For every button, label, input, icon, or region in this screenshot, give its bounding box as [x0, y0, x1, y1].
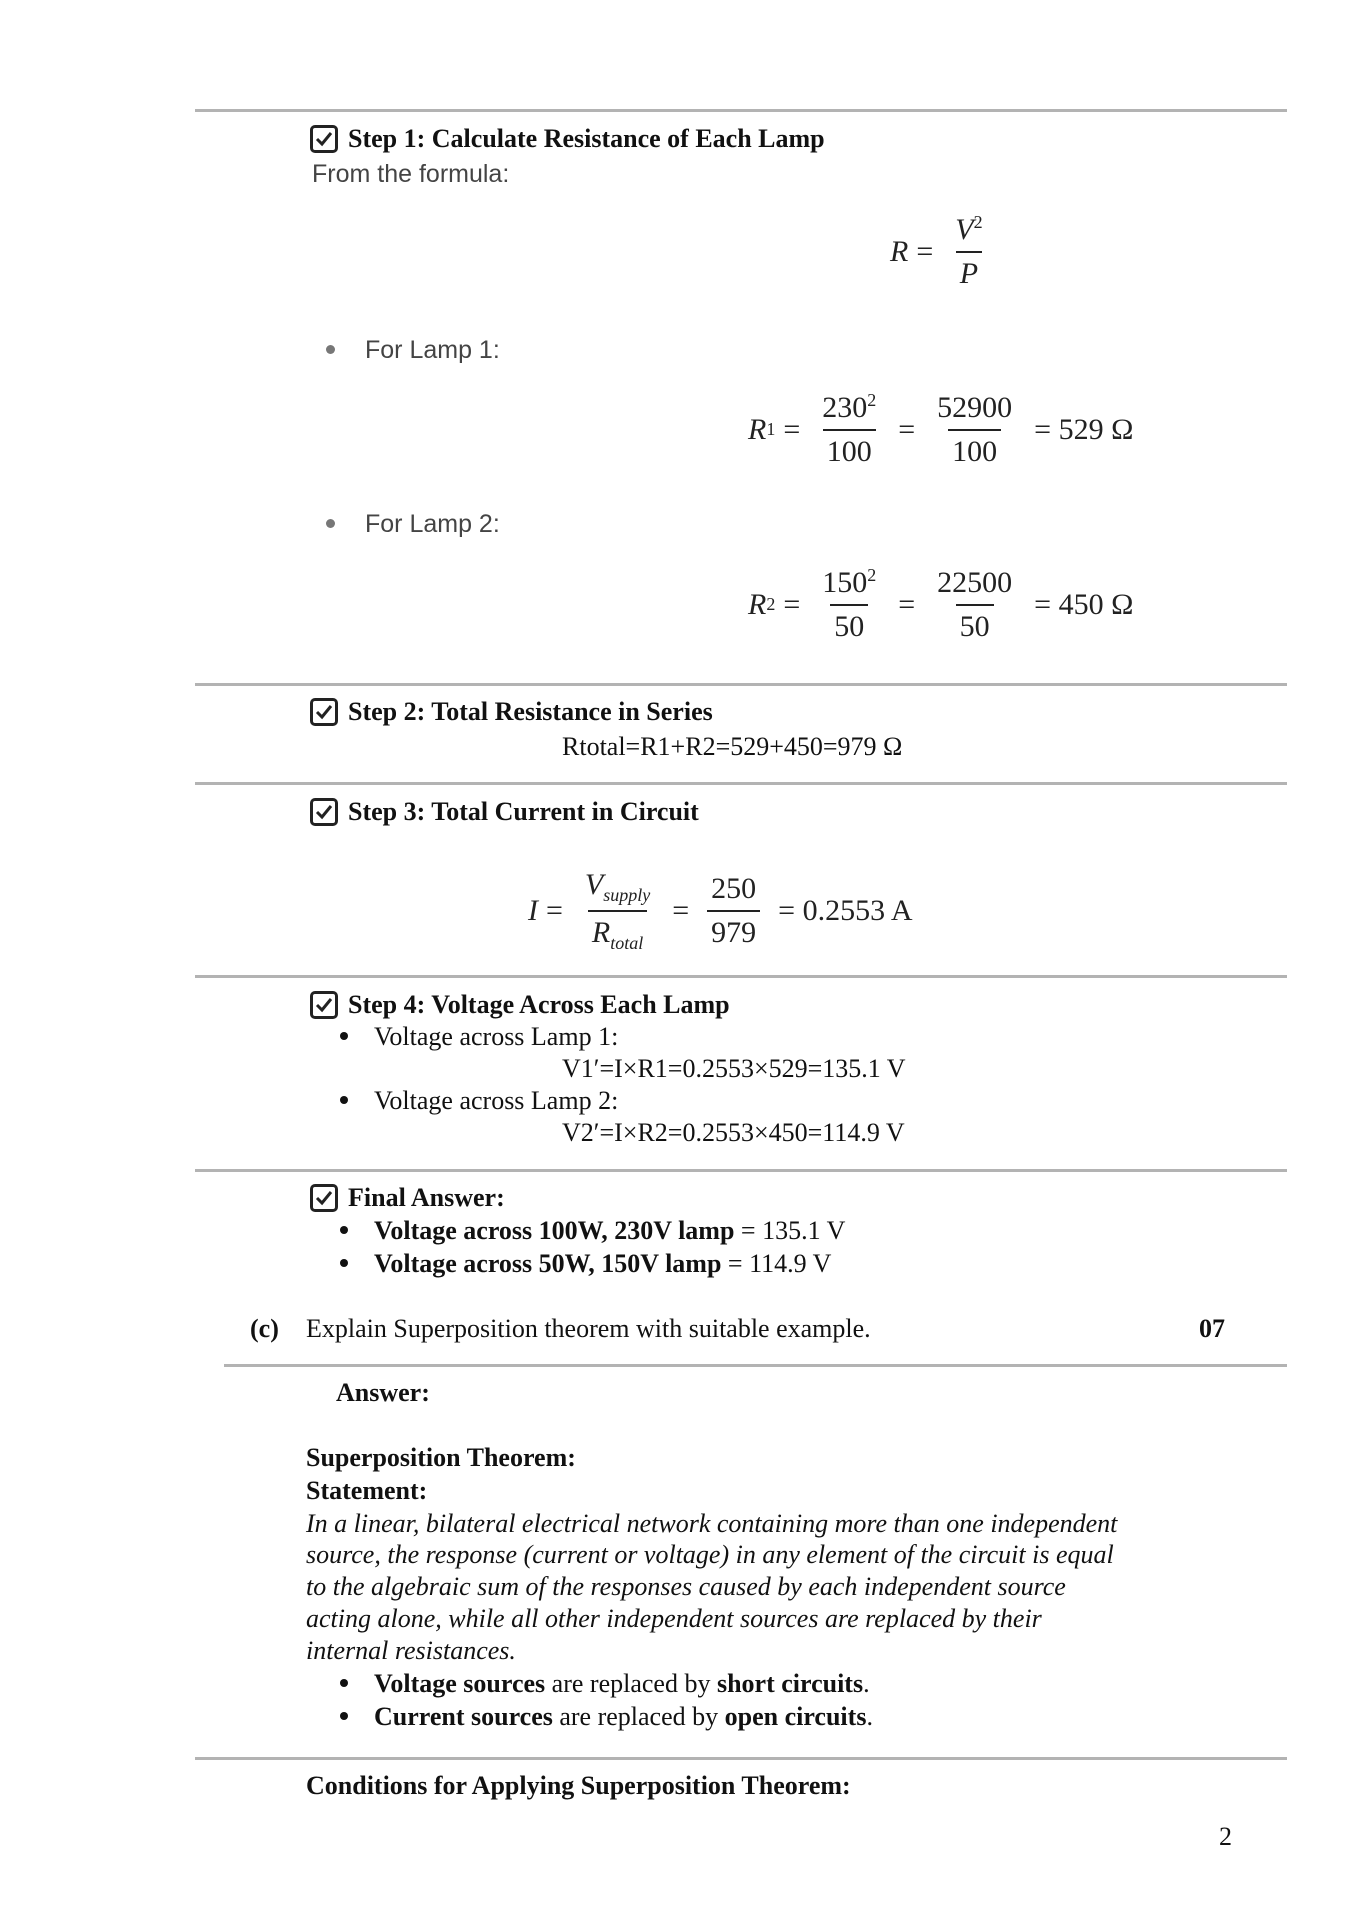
bullet-icon [340, 1226, 348, 1234]
divider [195, 1757, 1287, 1760]
formula-current: I = $\frac{V_{supply}}{R_{total}}$ = $\frac{250}{979}$ = 0.2553 A [528, 868, 913, 953]
bullet-icon [340, 1259, 348, 1267]
list-item: Current sources are replaced by open circuits. [340, 1702, 873, 1732]
conditions-heading: Conditions for Applying Superposition Theorem: [306, 1771, 851, 1800]
checkbox-icon [310, 698, 338, 726]
checkbox-icon [310, 125, 338, 153]
bullet-icon [326, 519, 335, 528]
divider [195, 975, 1287, 978]
list-item: Voltage across 100W, 230V lamp = 135.1 V [340, 1216, 845, 1246]
checkbox-icon [310, 798, 338, 826]
divider [195, 683, 1287, 686]
list-item: Voltage across 50W, 150V lamp = 114.9 V [340, 1249, 831, 1279]
question-text: Explain Superposition theorem with suitable example. [306, 1314, 871, 1343]
list-item: Voltage across Lamp 2: [340, 1086, 618, 1116]
step3-heading: Step 3: Total Current in Circuit [310, 797, 699, 827]
bullet-icon [340, 1096, 348, 1104]
step2-equation: Rtotal=R1+R2=529+450=979 Ω [562, 732, 903, 761]
bullet-icon [340, 1712, 348, 1720]
v2-equation: V2′=I×R2=0.2553×450=114.9 V [562, 1118, 905, 1147]
list-item: Voltage across Lamp 1: [340, 1022, 618, 1052]
formula-resistance: R = $\frac{V^2}{P}$ [890, 212, 983, 290]
lamp2-bullet: For Lamp 2: [326, 510, 500, 539]
question-label: (c) [250, 1314, 279, 1343]
checkbox-icon [310, 1184, 338, 1212]
page-number: 2 [1219, 1822, 1232, 1851]
statement-line: source, the response (current or voltage) in any element of the circuit is equal [306, 1540, 1114, 1569]
step2-heading: Step 2: Total Resistance in Series [310, 697, 713, 727]
formula-r1: R 1 = $\frac{230^2}{100}$ = $\frac{52900}{100}$ = 529 Ω [748, 390, 1134, 468]
checkbox-icon [310, 991, 338, 1019]
final-heading: Final Answer: [310, 1183, 505, 1213]
statement-line: In a linear, bilateral electrical network containing more than one independent [306, 1509, 1118, 1538]
divider [195, 1169, 1287, 1172]
statement-line: internal resistances. [306, 1636, 516, 1665]
bullet-icon [340, 1032, 348, 1040]
step1-heading [310, 124, 825, 154]
v1-equation: V1′=I×R1=0.2553×529=135.1 V [562, 1054, 906, 1083]
divider [195, 109, 1287, 112]
formula-r2: R 2 = $\frac{150^2}{50}$ = $\frac{22500}{50}$ = 450 Ω [748, 565, 1134, 643]
bullet-icon [340, 1679, 348, 1687]
bullet-icon [326, 345, 335, 354]
statement-heading: Statement: [306, 1476, 428, 1505]
statement-line: to the algebraic sum of the responses caused by each independent source [306, 1572, 1066, 1601]
answer-heading: Answer: [336, 1378, 430, 1407]
step1-intro: From the formula: [312, 160, 510, 188]
theorem-heading: Superposition Theorem: [306, 1443, 576, 1472]
lamp1-bullet: For Lamp 1: [326, 336, 500, 365]
step4-heading: Step 4: Voltage Across Each Lamp [310, 990, 730, 1020]
divider [224, 1364, 1287, 1367]
statement-line: acting alone, while all other independent sources are replaced by their [306, 1604, 1042, 1633]
divider [195, 782, 1287, 785]
step1-title: Step 1: Calculate Resistance of Each Lamp [348, 124, 825, 153]
list-item: Voltage sources are replaced by short circuits. [340, 1669, 870, 1699]
question-marks: 07 [1199, 1314, 1225, 1343]
